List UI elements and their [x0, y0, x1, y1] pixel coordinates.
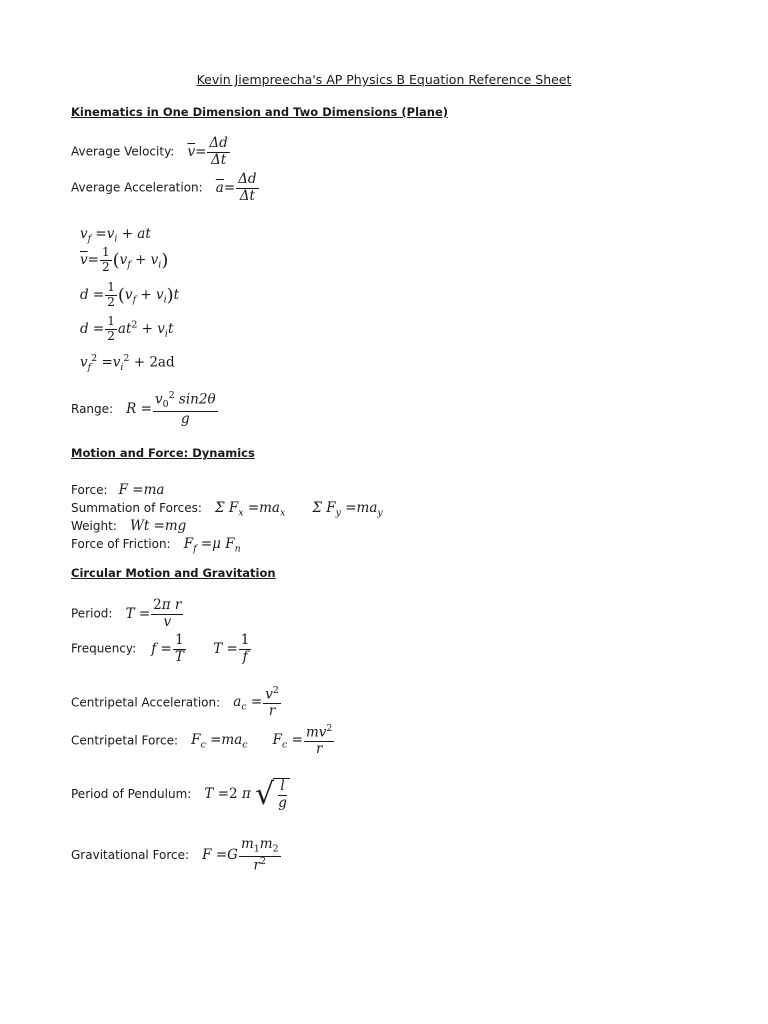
- range-row: [71, 391, 219, 428]
- frequency-row: [71, 633, 252, 665]
- equation-displacement-average: d = $\frac{1}{2}$ $(v_f + v_i)t$: [80, 280, 180, 309]
- centripetal-force-equation: $F_c =ma_c$: [191, 732, 248, 751]
- avg-acceleration-row: [71, 172, 260, 204]
- force-row: [71, 479, 164, 498]
- avg-acceleration-equation: $\overline{a}=$ $\frac{\Delta d}{\Delta t}$: [215, 171, 257, 204]
- centripetal-accel-row: [71, 686, 282, 720]
- equation-displacement-accel: d = $\frac{1}{2}$ $at^2 + v_it$: [80, 314, 174, 343]
- period-label: Period:: [71, 606, 113, 621]
- pendulum-label: Period of Pendulum:: [71, 787, 192, 802]
- force-label: Force:: [71, 483, 108, 497]
- avg-velocity-equation: $\overline{v}=$ $\frac{\Delta d}{\Delta t}$: [187, 135, 228, 168]
- friction-equation: $F_f =\mu$ $F_n$: [183, 536, 241, 555]
- frequency-equation: f = $\frac{1}{T}$: [151, 632, 184, 665]
- equation-velocity-squared: $v_f^2 =v_i^2 + 2ad$: [80, 353, 175, 374]
- section-heading-circular: Circular Motion and Gravitation: [71, 566, 276, 580]
- friction-label: Force of Friction:: [71, 537, 171, 551]
- summation-label: Summation of Forces:: [71, 501, 202, 515]
- frequency-label: Frequency:: [71, 641, 137, 656]
- gravitational-row: [71, 837, 282, 874]
- centripetal-force-row: [71, 724, 335, 758]
- equation-final-velocity: $v_f =v_i$ + at: [80, 226, 151, 245]
- centripetal-accel-label: Centripetal Acceleration:: [71, 695, 221, 710]
- gravitational-equation: F =G $\frac{m_1m_2}{r^2}$: [202, 836, 279, 874]
- centripetal-force-mv-equation: $F_c$ = $\frac{mv^2}{r}$: [272, 723, 333, 758]
- avg-velocity-row: [71, 136, 231, 168]
- section-heading-dynamics: Motion and Force: Dynamics: [71, 446, 255, 460]
- summation-equation-x: Σ $F_x =ma_x$: [215, 500, 286, 519]
- range-equation: R = $\frac{v_0^2 \sin 2\theta}{g}$: [126, 390, 216, 428]
- weight-row: [71, 515, 186, 534]
- period-row: [71, 598, 184, 630]
- period-equation: T = $\frac{\text{2π r}}{v}$: [125, 597, 182, 630]
- summation-equation-y: Σ $F_y =ma_y$: [312, 500, 383, 519]
- force-equation: F =ma: [118, 482, 165, 498]
- centripetal-accel-equation: $a_c$ = $\frac{v^2}{r}$: [233, 685, 279, 720]
- avg-acceleration-label: Average Acceleration:: [71, 180, 203, 195]
- weight-label: Weight:: [71, 519, 117, 533]
- pendulum-equation: T =2 π √ $\frac{l}{g}$: [204, 786, 289, 802]
- gravitational-label: Gravitational Force:: [71, 847, 190, 862]
- weight-equation: Wt =mg: [129, 518, 187, 534]
- equation-average-velocity-half: $\overline{v}=$ $\frac{1}{2}$ $(v_f + v_i)$: [80, 245, 169, 274]
- period-from-frequency-equation: T = $\frac{1}{f}$: [213, 632, 250, 665]
- centripetal-force-label: Centripetal Force:: [71, 733, 179, 748]
- avg-velocity-label: Average Velocity:: [71, 144, 175, 159]
- page-title: Kevin Jiempreecha's AP Physics B Equation Reference Sheet: [196, 72, 572, 87]
- range-label: Range:: [71, 401, 114, 416]
- pendulum-row: [71, 778, 290, 811]
- section-heading-kinematics: Kinematics in One Dimension and Two Dimensions (Plane): [71, 105, 449, 119]
- friction-row: [71, 533, 241, 555]
